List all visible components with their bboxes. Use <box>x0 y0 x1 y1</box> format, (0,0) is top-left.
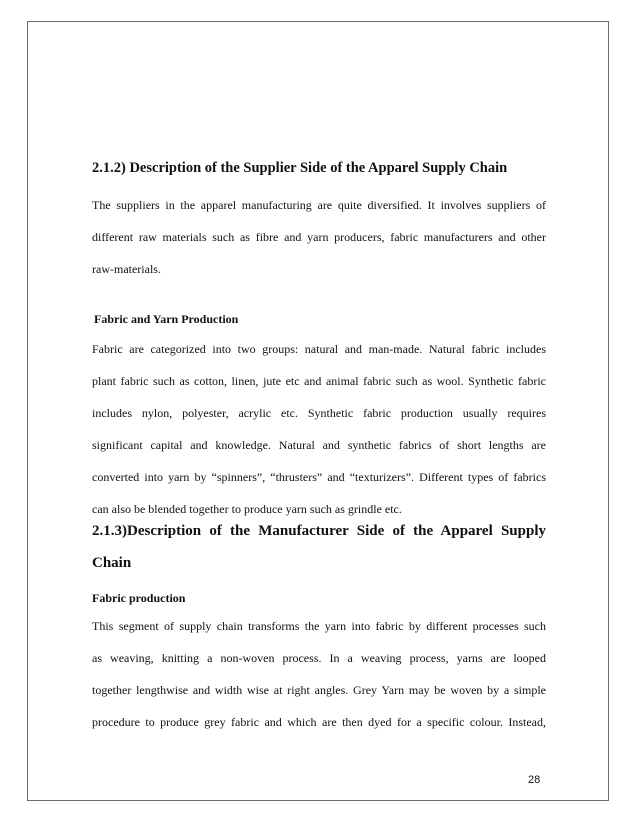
paragraph-line: significant capital and knowledge. Natural and synthetic fabrics of short lengths are <box>92 438 546 452</box>
fabric-yarn-paragraph <box>92 342 546 534</box>
paragraph-line: Fabric are categorized into two groups: natural and man-made. Natural fabric includes <box>92 342 546 356</box>
section-heading-2-1-2: 2.1.2) Description of the Supplier Side of the Apparel Supply Chain <box>92 160 508 176</box>
paragraph-line: This segment of supply chain transforms the yarn into fabric by different processes such <box>92 619 546 633</box>
heading-line: Chain <box>92 555 132 571</box>
paragraph-line: procedure to produce grey fabric and which are then dyed for a specific colour. Instead, <box>92 715 546 729</box>
fabric-production-paragraph <box>92 619 546 747</box>
page-number: 28 <box>528 774 541 786</box>
paragraph-line: as weaving, knitting a non-woven process. In a weaving process, yarns are looped <box>92 651 546 665</box>
paragraph-line: together lengthwise and width wise at right angles. Grey Yarn may be woven by a simple <box>92 683 546 697</box>
paragraph-line: includes nylon, polyester, acrylic etc. Synthetic fabric production usually requires <box>92 406 546 420</box>
section-heading-2-1-3 <box>92 522 546 586</box>
paragraph-line: converted into yarn by “spinners”, “thrusters” and “texturizers”. Different types of fabrics <box>92 470 546 484</box>
heading-line: 2.1.3)Description of the Manufacturer Side of the Apparel Supply <box>92 523 546 539</box>
subheading-fabric-yarn: Fabric and Yarn Production <box>94 312 239 326</box>
paragraph-line: can also be blended together to produce yarn such as grindle etc. <box>92 502 402 516</box>
paragraph-line: The suppliers in the apparel manufacturing are quite diversified. It involves suppliers of <box>92 198 546 212</box>
paragraph-line: plant fabric such as cotton, linen, jute etc and animal fabric such as wool. Synthetic fabric <box>92 374 546 388</box>
paragraph-line: raw-materials. <box>92 262 161 276</box>
paragraph-line: different raw materials such as fibre and yarn producers, fabric manufacturers and other <box>92 230 546 244</box>
subheading-fabric-production: Fabric production <box>92 591 186 605</box>
supplier-paragraph <box>92 198 546 294</box>
